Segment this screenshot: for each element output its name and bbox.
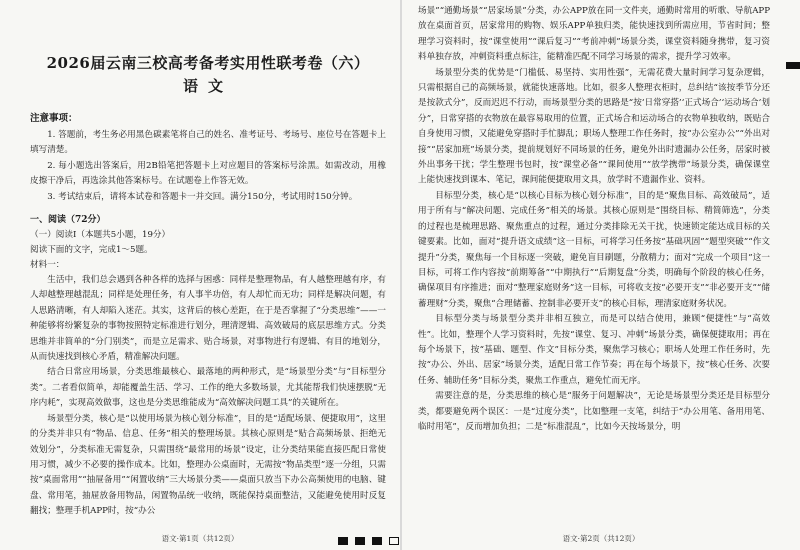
body-paragraph: 目标型分类与场景型分类并非相互独立，而是可以结合使用，兼顾“便捷性”与“高效性”。比如，整理个人学习资料时，先按“课堂、复习、冲刺”场景分类，确保便捷取用；再在每个场景下，按“基础、题型、作文”目标分类，聚焦学习核心；职场人处理工作任务时，先按“办公、外出、居家”场景分类，适配日常工作节奏；再在每个场景下，按“核心任务、次要任务、辅助任务”目标分类，聚焦工作重点，避免忙而无序。 [418,314,770,386]
page-footer: 语文·第1页（共12页） [161,534,239,543]
material-label: 材料一： [30,260,65,271]
body-paragraph: 目标型分类，核心是“以核心目标为核心划分标准”，目的是“聚焦目标、高效破局”，适用于所有与“解决问题、完成任务”相关的场景。其核心原则是“围绕目标、精简筛选”，分类的过程也是梳理思路、聚焦重点的过程，通过分类排除无关干扰，快速锁定能达成目标的关键要素。比如，面对“提升语文成绩”这一目标，可将学习任务按“基础巩固”“题型突破”“作文提升”分类，聚焦每一个目标逐一突破，避免盲目刷题，分散精力；面对“完成一个项目”这一目标，可将工作内容按“前期筹备”“中期执行”“后期复盘”分类，明确每个阶段的核心任务，确保项目有序推进；面对“整理家庭财务”这一目标，可将收支按“必要开支”“非必要开支”“储蓄理财”分类，聚焦“合理储蓄、控制非必要开支”的核心目标，理清家庭财务状况。 [418,190,770,309]
subsection-heading: （一）阅读Ⅰ（本题共5小题，19分） [30,230,171,241]
notice-heading: 注意事项： [30,113,78,124]
exam-page-2 [402,0,800,550]
exam-subject: 语文 [182,77,233,95]
corner-mark [786,62,800,69]
body-paragraph: 结合日常应用场景，分类思维最核心、最落地的两种形式，是“场景型分类”与“目标型分类”。二者看似简单，却能覆盖生活、学习、工作的绝大多数场景，尤其能帮我们快速摆脱“无序内耗”，实现高效做事，这也是分类思维能成为“高效解决问题工具”的关键所在。 [30,367,386,409]
body-paragraph: 需要注意的是，分类思维的核心是“服务于问题解决”，无论是场景型分类还是目标型分类，都要避免两个误区：一是“过度分类”，比如整理一支笔，纠结于“办公用笔、备用用笔、临时用笔”，反而增加负担；二是“标准混乱”，比如今天按场景分，明 [418,391,770,432]
body-paragraph: 场景型分类的优势是“门槛低、易坚持、实用性强”，无需花费大量时间学习复杂逻辑，只需根据自己的高频场景，就能快速落地。比如，很多人整理衣柜时，总纠结“该按季节分还是按款式分”，反而迟迟不行动，而场景型分类的思路是“按‘日常穿搭’‘正式场合’‘运动场合’划分”，日常穿搭的衣物放在最容易取用的位置，正式场合和运动场合的衣物单独收纳，既贴合自身使用习惯，又能避免穿搭时手忙脚乱；职场人整理工作任务时，按“办公室办公”“外出对接”“居家加班”场景分类，提前规划好不同场景的任务，避免外出时遗漏办公任务，居家时被外出事务干扰；学生整理书包时，按“课堂必备”“课间使用”“放学携带”场景分类，确保课堂上能快速找到课本、笔记，课间能便捷取用文具，放学时不遗漏作业、资料。 [418,67,770,186]
reading-instruction: 阅读下面的文字，完成1～5题。 [30,245,153,256]
notice-item: 1. 答题前，考生务必用黑色碳素笔将自己的姓名、准考证号、考场号、座位号在答题卡上填写清楚。 [30,130,386,156]
section-heading: 一、阅读（72分） [30,215,106,226]
body-paragraph: 场景”“通勤场景”“居家场景”分类，办公APP放在同一文件夹，通勤时常用的听歌、导航APP放在桌面首页，居家常用的购物、娱乐APP单独归类，能快速找到所需应用，节省时间；整理学习资料时，按“课堂使用”“课后复习”“考前冲刺”场景分类，课堂资料随身携带，复习资料单独存放，冲刺资料重点标注，能精准匹配不同学习场景的需求，提升学习效率。 [418,6,770,63]
page-footer: 语文·第2页（共12页） [562,534,640,543]
body-paragraph: 场景型分类，核心是“以使用场景为核心划分标准”，目的是“适配场景、便捷取用”，这里的分类并非只有“物品、信息、任务”相关的整理场景。其核心原则是“贴合高频场景、拒绝无效划分”，分类标准无需复杂，只需围绕“最常用的场景”设定，让分类结果能直接匹配日常使用习惯，减少不必要的操作成本。比如，整理办公桌面时，无需按“物品类型”逐一分组，只需按“桌面常用”“抽屉备用”“闲置收纳”三大场景分类——桌面只放当下办公高频使用的电脑、键盘、常用笔，抽屉放备用物品，闲置物品统一收纳，既能保持桌面整洁，又能避免使用时反复翻找；整理手机APP时，按“办公 [30,413,386,517]
exam-title: 2026届云南三校高考备考实用性联考卷（六） [46,54,370,72]
body-paragraph: 生活中，我们总会遇到各种各样的选择与困惑：同样是整理物品，有人越整理越有序，有人却越整理越混乱；同样是处理任务，有人事半功倍，有人却忙而无功；同样是解决问题，有人思路清晰，有人却陷入迷茫。其实，这背后的核心差距，在于是否掌握了“分类思维”——一种能够将纷繁复杂的事物按照特定标准进行划分，理清逻辑、高效破局的底层思维方式。分类思维并非简单的“分门别类”，而是立足需求、贴合场景，对事物进行有逻辑、有目的地划分，从而快速找到核心矛盾，精准解决问题。 [30,275,386,363]
notice-item: 2. 每小题选出答案后，用2B铅笔把答题卡上对应题目的答案标号涂黑。如需改动，用橡皮擦干净后，再选涂其他答案标号。在试题卷上作答无效。 [30,160,386,187]
notice-item: 3. 考试结束后，请将本试卷和答题卡一并交回。满分150分，考试用时150分钟。 [47,191,358,202]
